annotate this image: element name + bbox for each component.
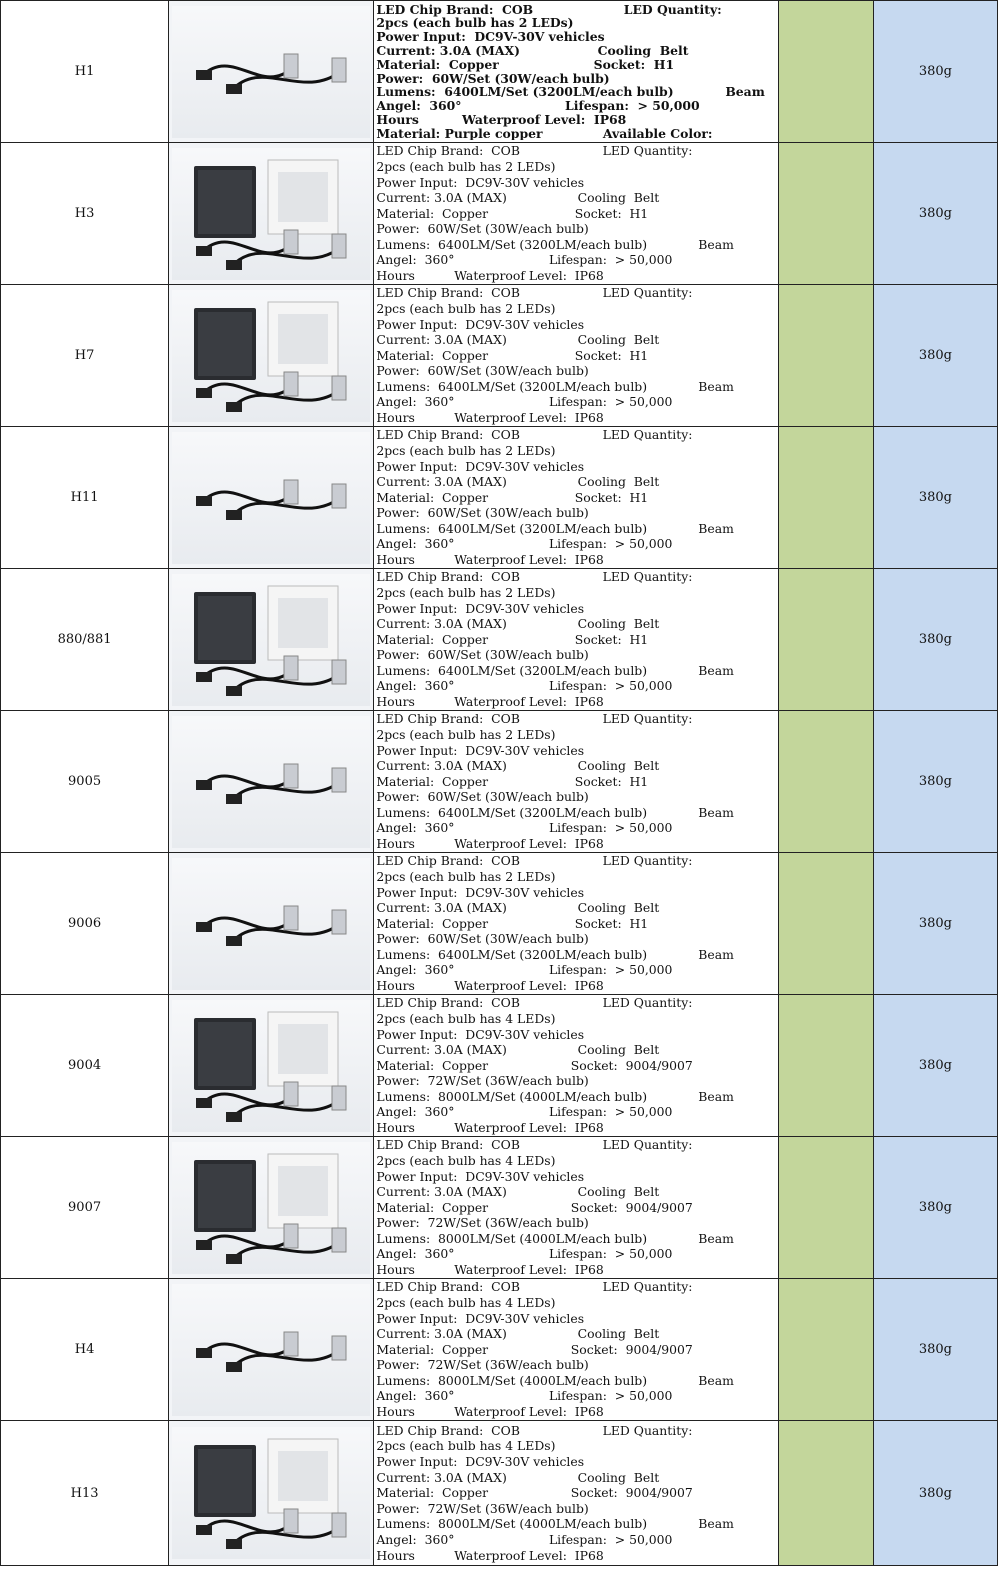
spec-line: Power Input: DC9V-30V vehicles xyxy=(376,1310,585,1326)
spec-text xyxy=(374,995,777,1135)
spec-line: Power: 72W/Set (36W/each bulb) xyxy=(376,1357,589,1373)
spec-line: Hours Waterproof Level: IP68 xyxy=(376,268,604,284)
spec-line: Hours Waterproof Level: IP68 xyxy=(376,694,604,710)
model-cell xyxy=(1,1421,169,1566)
weight-cell xyxy=(873,1421,997,1566)
weight-value: 380g xyxy=(918,1342,952,1357)
weight-cell xyxy=(873,1,997,143)
weight-cell xyxy=(873,143,997,285)
spec-line: Current: 3.0A (MAX) Cooling Belt xyxy=(376,190,660,206)
green-column-cell xyxy=(778,427,873,569)
model-name: H4 xyxy=(74,1342,95,1357)
model-name: 9006 xyxy=(68,916,102,931)
weight-cell xyxy=(873,569,997,711)
spec-line: LED Chip Brand: COB LED Quantity: xyxy=(376,1422,693,1438)
spec-line: 2pcs (each bulb has 2 LEDs) xyxy=(376,868,556,884)
spec-line: 2pcs (each bulb has 4 LEDs) xyxy=(376,1294,556,1310)
spec-line: Angel: 360° Lifespan: > 50,000 xyxy=(376,820,673,836)
model-name: 9007 xyxy=(68,1200,102,1215)
weight-cell xyxy=(873,711,997,853)
spec-text xyxy=(374,1279,777,1419)
spec-line: Material: Copper Socket: H1 xyxy=(376,56,675,72)
weight-value: 380g xyxy=(918,916,952,931)
photo-cell xyxy=(169,427,374,569)
model-name: 880/881 xyxy=(57,632,112,647)
spec-text xyxy=(374,143,777,283)
weight-value: 380g xyxy=(918,64,952,79)
spec-line: Material: Copper Socket: H1 xyxy=(376,205,649,221)
spec-text xyxy=(374,1137,777,1277)
spec-line: Angel: 360° Lifespan: > 50,000 xyxy=(376,394,673,410)
spec-line: Power Input: DC9V-30V vehicles xyxy=(376,174,585,190)
model-cell xyxy=(1,995,169,1137)
spec-line: 2pcs (each bulb has 2 LEDs) xyxy=(376,584,556,600)
spec-line: Current: 3.0A (MAX) Cooling Belt xyxy=(376,1042,660,1058)
spec-line: Power Input: DC9V-30V vehicles xyxy=(376,1168,585,1184)
product-photo xyxy=(172,432,370,564)
bulb-photo-icon xyxy=(172,1284,370,1416)
spec-line: Material: Copper Socket: 9004/9007 xyxy=(376,1199,693,1215)
spec-line: 2pcs (each bulb has 4 LEDs) xyxy=(376,1438,556,1454)
bulb-photo-icon xyxy=(172,6,370,138)
spec-line: Hours Waterproof Level: IP68 xyxy=(376,111,627,127)
spec-line: Hours Waterproof Level: IP68 xyxy=(376,552,604,568)
table-row-9 xyxy=(1,1279,998,1421)
product-photo xyxy=(172,290,370,422)
spec-line: Lumens: 6400LM/Set (3200LM/each bulb) Beam xyxy=(376,378,734,394)
table-row-3 xyxy=(1,427,998,569)
spec-line: Material: Copper Socket: H1 xyxy=(376,915,649,931)
spec-line: Power: 60W/Set (30W/each bulb) xyxy=(376,789,589,805)
model-name: H7 xyxy=(74,348,95,363)
spec-line: Angel: 360° Lifespan: > 50,000 xyxy=(376,252,673,268)
weight-value: 380g xyxy=(918,632,952,647)
spec-line: Current: 3.0A (MAX) Cooling Belt xyxy=(376,758,660,774)
spec-line: LED Chip Brand: COB LED Quantity: xyxy=(376,1279,693,1295)
spec-line: Lumens: 6400LM/Set (3200LM/each bulb) Beam xyxy=(376,84,765,100)
spec-line: Angel: 360° Lifespan: > 50,000 xyxy=(376,98,700,114)
spec-line: Lumens: 8000LM/Set (4000LM/each bulb) Beam xyxy=(376,1516,734,1532)
spec-line: Current: 3.0A (MAX) Cooling Belt xyxy=(376,474,660,490)
model-cell xyxy=(1,285,169,427)
table-row-4 xyxy=(1,569,998,711)
bulb-photo-icon xyxy=(172,716,370,848)
spec-cell xyxy=(374,143,778,285)
weight-cell xyxy=(873,285,997,427)
spec-line: Current: 3.0A (MAX) Cooling Belt xyxy=(376,1184,660,1200)
spec-line: 2pcs (each bulb has 2 LEDs) xyxy=(376,158,556,174)
spec-line: LED Chip Brand: COB LED Quantity: xyxy=(376,853,693,869)
bulb-photo-icon xyxy=(172,574,370,706)
spec-cell xyxy=(374,1279,778,1421)
spec-line: Current: 3.0A (MAX) Cooling Belt xyxy=(376,900,660,916)
spec-line: Power: 60W/Set (30W/each bulb) xyxy=(376,505,589,521)
spec-line: Power: 60W/Set (30W/each bulb) xyxy=(376,931,589,947)
product-photo xyxy=(172,1427,370,1559)
spec-cell xyxy=(374,427,778,569)
bulb-photo-icon xyxy=(172,290,370,422)
spec-line: Lumens: 6400LM/Set (3200LM/each bulb) Beam xyxy=(376,662,734,678)
table-row-2 xyxy=(1,285,998,427)
spec-line: Material: Copper Socket: 9004/9007 xyxy=(376,1485,693,1501)
spec-line: Hours Waterproof Level: IP68 xyxy=(376,1404,604,1420)
spec-line: LED Chip Brand: COB LED Quantity: xyxy=(376,1137,693,1153)
table-row-0 xyxy=(1,1,998,143)
photo-cell xyxy=(169,1421,374,1566)
green-column-cell xyxy=(778,995,873,1137)
spec-line: LED Chip Brand: COB LED Quantity: xyxy=(376,995,693,1011)
spec-line: Hours Waterproof Level: IP68 xyxy=(376,1262,604,1278)
green-column-cell xyxy=(778,569,873,711)
weight-cell xyxy=(873,853,997,995)
spec-cell xyxy=(374,1137,778,1279)
photo-cell xyxy=(169,711,374,853)
spec-text xyxy=(374,853,777,993)
table-row-6 xyxy=(1,853,998,995)
spec-line: 2pcs (each bulb has 2 LEDs) xyxy=(376,726,556,742)
photo-cell xyxy=(169,285,374,427)
spec-line: LED Chip Brand: COB LED Quantity: xyxy=(376,143,693,159)
spec-line: Power Input: DC9V-30V vehicles xyxy=(376,316,585,332)
spec-line: Angel: 360° Lifespan: > 50,000 xyxy=(376,1531,673,1547)
spec-line: Power: 72W/Set (36W/each bulb) xyxy=(376,1215,589,1231)
weight-value: 380g xyxy=(918,1485,952,1501)
bulb-photo-icon xyxy=(172,148,370,280)
spec-text xyxy=(374,285,777,425)
bulb-photo-icon xyxy=(172,858,370,990)
model-cell xyxy=(1,1137,169,1279)
spec-line: Power: 60W/Set (30W/each bulb) xyxy=(376,70,610,86)
product-photo xyxy=(172,716,370,848)
product-photo xyxy=(172,6,370,138)
spec-line: Power: 60W/Set (30W/each bulb) xyxy=(376,221,589,237)
model-cell xyxy=(1,1,169,143)
green-column-cell xyxy=(778,1421,873,1566)
spec-line: 2pcs (each bulb has 2 LEDs) xyxy=(376,15,574,31)
photo-cell xyxy=(169,853,374,995)
product-photo xyxy=(172,1000,370,1132)
spec-line: 2pcs (each bulb has 2 LEDs) xyxy=(376,300,556,316)
spec-line: 2pcs (each bulb has 2 LEDs) xyxy=(376,442,556,458)
photo-cell xyxy=(169,1,374,143)
green-column-cell xyxy=(778,1137,873,1279)
spec-line: Power: 72W/Set (36W/each bulb) xyxy=(376,1500,589,1516)
spec-line: Current: 3.0A (MAX) Cooling Belt xyxy=(376,1326,660,1342)
spec-text xyxy=(374,569,777,709)
weight-cell xyxy=(873,1137,997,1279)
spec-line: Lumens: 6400LM/Set (3200LM/each bulb) Beam xyxy=(376,520,734,536)
spec-line: Power Input: DC9V-30V vehicles xyxy=(376,1454,585,1470)
spec-text xyxy=(374,711,777,851)
bulb-photo-icon xyxy=(172,1427,370,1559)
weight-cell xyxy=(873,427,997,569)
weight-value: 380g xyxy=(918,348,952,363)
spec-line: Hours Waterproof Level: IP68 xyxy=(376,836,604,852)
spec-line: Current: 3.0A (MAX) Cooling Belt xyxy=(376,332,660,348)
model-cell xyxy=(1,1279,169,1421)
spec-line: Power: 72W/Set (36W/each bulb) xyxy=(376,1073,589,1089)
spec-line: Material: Copper Socket: H1 xyxy=(376,631,649,647)
spec-line: Angel: 360° Lifespan: > 50,000 xyxy=(376,678,673,694)
spec-line: LED Chip Brand: COB LED Quantity: xyxy=(376,711,693,727)
spec-line: Material: Copper Socket: H1 xyxy=(376,773,649,789)
spec-line: Power Input: DC9V-30V vehicles xyxy=(376,600,585,616)
spec-line: Lumens: 8000LM/Set (4000LM/each bulb) Beam xyxy=(376,1372,734,1388)
green-column-cell xyxy=(778,285,873,427)
spec-text xyxy=(374,3,777,141)
green-column-cell xyxy=(778,1,873,143)
model-name: H1 xyxy=(74,64,95,79)
model-cell xyxy=(1,427,169,569)
photo-cell xyxy=(169,1137,374,1279)
spec-line: LED Chip Brand: COB LED Quantity: xyxy=(376,2,722,17)
table-row-8 xyxy=(1,1137,998,1279)
spec-line: Lumens: 8000LM/Set (4000LM/each bulb) Beam xyxy=(376,1088,734,1104)
spec-cell xyxy=(374,285,778,427)
model-cell xyxy=(1,569,169,711)
photo-cell xyxy=(169,1279,374,1421)
green-column-cell xyxy=(778,1279,873,1421)
spec-line: LED Chip Brand: COB LED Quantity: xyxy=(376,285,693,301)
spec-line: Angel: 360° Lifespan: > 50,000 xyxy=(376,1388,673,1404)
spec-line: Current: 3.0A (MAX) Cooling Belt xyxy=(376,1469,660,1485)
spec-line: Angel: 360° Lifespan: > 50,000 xyxy=(376,1104,673,1120)
spec-line: Current: 3.0A (MAX) Cooling Belt xyxy=(376,616,660,632)
spec-line: Lumens: 6400LM/Set (3200LM/each bulb) Beam xyxy=(376,804,734,820)
spec-line: Material: Copper Socket: H1 xyxy=(376,489,649,505)
spec-line: Current: 3.0A (MAX) Cooling Belt xyxy=(376,42,689,58)
model-name: 9004 xyxy=(68,1058,102,1073)
weight-cell xyxy=(873,1279,997,1421)
spec-line: Angel: 360° Lifespan: > 50,000 xyxy=(376,1246,673,1262)
spec-line: LED Chip Brand: COB LED Quantity: xyxy=(376,427,693,443)
bulb-photo-icon xyxy=(172,432,370,564)
spec-line: Hours Waterproof Level: IP68 xyxy=(376,1120,604,1136)
spec-line: Hours Waterproof Level: IP68 xyxy=(376,978,604,994)
photo-cell xyxy=(169,143,374,285)
spec-line: Power Input: DC9V-30V vehicles xyxy=(376,29,605,45)
weight-value: 380g xyxy=(918,774,952,789)
weight-value: 380g xyxy=(918,206,952,221)
product-photo xyxy=(172,1284,370,1416)
spec-line: Power Input: DC9V-30V vehicles xyxy=(376,884,585,900)
table-row-1 xyxy=(1,143,998,285)
spec-line: Material: Purple copper Available Color: xyxy=(376,125,713,141)
model-name: 9005 xyxy=(68,774,102,789)
spec-line: Lumens: 6400LM/Set (3200LM/each bulb) Beam xyxy=(376,236,734,252)
weight-value: 380g xyxy=(918,490,952,505)
model-name: H3 xyxy=(74,206,95,221)
product-photo xyxy=(172,148,370,280)
weight-cell xyxy=(873,995,997,1137)
spec-cell xyxy=(374,1421,778,1566)
bulb-photo-icon xyxy=(172,1000,370,1132)
spec-text xyxy=(374,1423,777,1563)
spec-line: Angel: 360° Lifespan: > 50,000 xyxy=(376,536,673,552)
spec-line: Power: 60W/Set (30W/each bulb) xyxy=(376,647,589,663)
bulb-photo-icon xyxy=(172,1142,370,1274)
table-row-5 xyxy=(1,711,998,853)
product-photo xyxy=(172,858,370,990)
table-row-7 xyxy=(1,995,998,1137)
spec-line: Angel: 360° Lifespan: > 50,000 xyxy=(376,962,673,978)
spec-line: Power Input: DC9V-30V vehicles xyxy=(376,1026,585,1042)
spec-cell xyxy=(374,1,778,143)
spec-line: 2pcs (each bulb has 4 LEDs) xyxy=(376,1152,556,1168)
spec-line: Lumens: 8000LM/Set (4000LM/each bulb) Beam xyxy=(376,1230,734,1246)
model-cell xyxy=(1,711,169,853)
spec-table-body xyxy=(1,1,998,1566)
model-cell xyxy=(1,143,169,285)
spec-line: LED Chip Brand: COB LED Quantity: xyxy=(376,569,693,585)
photo-cell xyxy=(169,569,374,711)
model-name: H11 xyxy=(70,490,99,505)
model-name: H13 xyxy=(70,1485,99,1501)
weight-value: 380g xyxy=(918,1200,952,1215)
spec-cell xyxy=(374,995,778,1137)
spec-cell xyxy=(374,711,778,853)
spec-line: 2pcs (each bulb has 4 LEDs) xyxy=(376,1010,556,1026)
spec-line: Power: 60W/Set (30W/each bulb) xyxy=(376,363,589,379)
spec-cell xyxy=(374,569,778,711)
green-column-cell xyxy=(778,711,873,853)
spec-line: Hours Waterproof Level: IP68 xyxy=(376,1547,604,1563)
green-column-cell xyxy=(778,143,873,285)
spec-text xyxy=(374,427,777,567)
spec-line: Material: Copper Socket: H1 xyxy=(376,347,649,363)
photo-cell xyxy=(169,995,374,1137)
spec-line: Material: Copper Socket: 9004/9007 xyxy=(376,1057,693,1073)
spec-line: Power Input: DC9V-30V vehicles xyxy=(376,458,585,474)
model-cell xyxy=(1,853,169,995)
spec-cell xyxy=(374,853,778,995)
spec-line: Material: Copper Socket: 9004/9007 xyxy=(376,1341,693,1357)
spec-line: Power Input: DC9V-30V vehicles xyxy=(376,742,585,758)
product-photo xyxy=(172,1142,370,1274)
product-photo xyxy=(172,574,370,706)
table-row-10 xyxy=(1,1421,998,1566)
weight-value: 380g xyxy=(918,1058,952,1073)
spec-line: Hours Waterproof Level: IP68 xyxy=(376,410,604,426)
green-column-cell xyxy=(778,853,873,995)
spec-line: Lumens: 6400LM/Set (3200LM/each bulb) Beam xyxy=(376,946,734,962)
